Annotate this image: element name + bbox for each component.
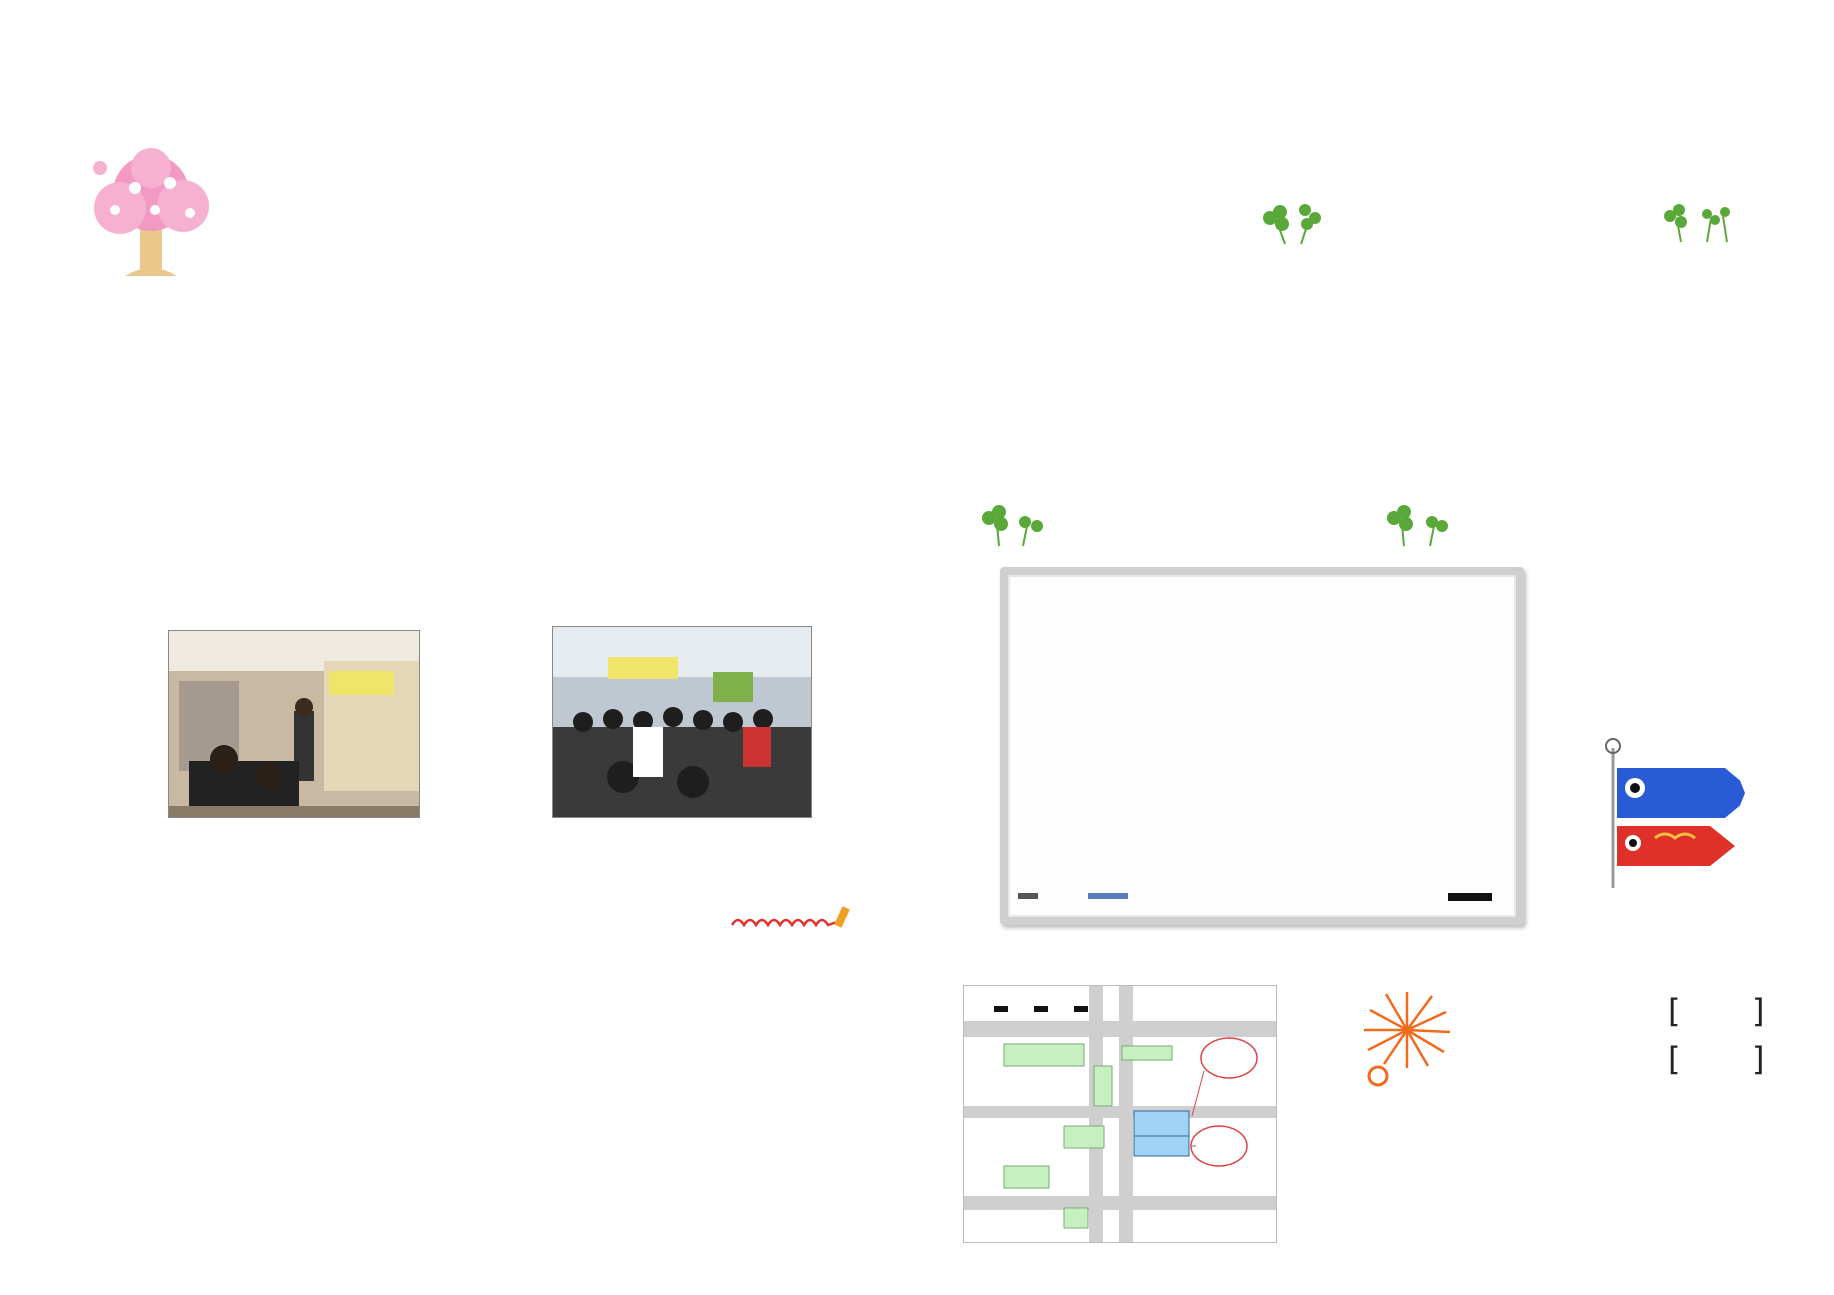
koinobori-carp-streamer-icon (1605, 738, 1755, 888)
cherry-blossom-border-bottom (185, 1225, 735, 1271)
eraser-icon (1448, 893, 1492, 901)
clover-icon (1380, 500, 1460, 548)
clover-icon (1655, 198, 1740, 246)
bracket-icon: ] (1752, 1040, 1765, 1078)
bracket-icon: [ (1668, 1040, 1681, 1078)
schedule-whiteboard (1000, 567, 1524, 925)
cherry-blossom-border-top (1045, 55, 1645, 105)
handbell-ceremony-photo (552, 626, 812, 818)
clover-icon (1255, 198, 1335, 246)
bracket-icon: [ (1668, 992, 1681, 1030)
welcome-speech-photo (168, 630, 420, 818)
marker-icon (1018, 893, 1038, 899)
cherry-tree-icon (85, 148, 220, 288)
pencil-scribble-icon (730, 905, 855, 933)
map-streets (964, 986, 1276, 1242)
bracket-icon: ] (1752, 992, 1765, 1030)
sun-burst-logo-icon (1362, 990, 1452, 1090)
access-map (963, 985, 1277, 1243)
marker-icon (1088, 893, 1128, 899)
clover-icon (975, 500, 1055, 548)
